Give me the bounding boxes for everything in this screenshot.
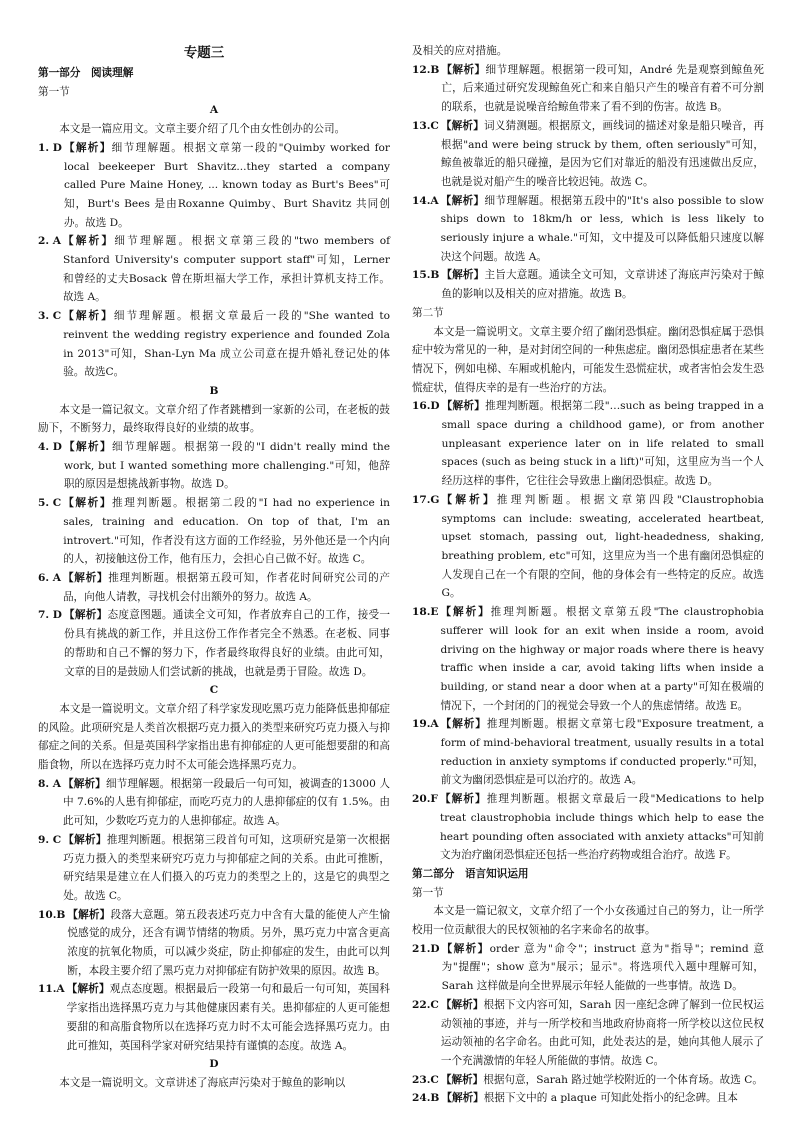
section-heading: 第一节 xyxy=(38,85,70,98)
analysis-tag: 【解析】 xyxy=(63,833,107,846)
answer-item xyxy=(412,192,764,267)
answer-number: 6. A xyxy=(38,571,61,584)
answer-item xyxy=(412,266,764,303)
part1-heading: 第一部分 阅读理解 xyxy=(38,67,134,79)
analysis-tag: 【解析】 xyxy=(63,497,113,510)
answer-number: 20.F xyxy=(412,793,438,806)
analysis-tag: 【解析】 xyxy=(440,119,484,132)
analysis-tag: 【解析】 xyxy=(63,141,112,154)
answer-item xyxy=(38,139,390,233)
page-title: 专题三 xyxy=(183,45,225,61)
answer-number: 4. D xyxy=(38,441,62,454)
analysis-tag: 【解析】 xyxy=(440,998,484,1011)
analysis-tag: 【解析】 xyxy=(439,793,487,806)
passage-letter: B xyxy=(209,384,219,397)
passage-letter: C xyxy=(209,684,219,697)
analysis-tag: 【解析】 xyxy=(62,235,115,248)
analysis-tag: 【解析】 xyxy=(441,269,485,282)
answer-number: 23.C xyxy=(412,1073,439,1086)
answer-text: 推理判断题。根据第五段可知，作者花时间研究公司的产品，向他人请教，寻找机会付出额外的努力。故选 A。 xyxy=(62,571,391,603)
answer-number: 9. C xyxy=(38,833,62,846)
answer-text: 主旨大意题。通读全文可知，文章讲述了海底声污染对于鲸鱼的影响以及相关的应对措施。故选 B。 xyxy=(441,269,765,301)
analysis-tag: 【解析】 xyxy=(441,942,490,955)
answer-item xyxy=(38,232,390,307)
analysis-tag: 【解析】 xyxy=(62,777,106,790)
answer-number: 14.A xyxy=(412,194,439,207)
answer-number: 1. D xyxy=(38,141,62,154)
passage-intro: 本文是一篇应用文。文章主要介绍了几个由女性创办的公司。 xyxy=(59,123,346,136)
analysis-tag: 【解析】 xyxy=(440,1073,484,1086)
answer-item xyxy=(412,996,764,1071)
passage-letter: D xyxy=(209,1058,219,1071)
analysis-tag: 【解析】 xyxy=(441,63,486,76)
answer-text: 细节理解题。根据第五段中的"It's also possible to slow ships down to 18km/h or less, which is less likely to seriously injure a whale."可知，文中提及可以降低船只速度以解决这个问题。故选 A。 xyxy=(440,194,765,263)
answer-text: 细节理解题。根据文章第一段的"Quimby worked for local beekeeper Burt Shavitz...they started a company called Pure Maine Honey, ... known today as Burt's Bees"可知，Burt's Bees 是由Roxanne Quimby、Burt Shavitz 共同创办。故选 D。 xyxy=(63,141,390,229)
answer-item xyxy=(412,940,764,996)
analysis-tag: 【解析】 xyxy=(441,1092,484,1105)
answer-item xyxy=(38,831,390,906)
answer-item xyxy=(412,117,764,192)
analysis-tag: 【解析】 xyxy=(63,441,112,454)
answer-item xyxy=(412,491,764,603)
answer-item xyxy=(412,715,764,790)
answer-text: 细节理解题。根据第一段的"I didn't really mind the work, but I wanted something more challenging."可知，他辞职的原因是想挑战新事物。故选 D。 xyxy=(63,441,390,491)
answer-number: 15.B xyxy=(412,269,440,282)
passage-intro: 本文是一篇记叙文，文章介绍了一个小女孩通过自己的努力，让一所学校用一位贡献很大的民权领袖的名字来命名的故事。 xyxy=(412,905,764,937)
answer-text: 推理判断题。根据文章第四段"Claustrophobia symptoms can include: sweating, accelerated heartbeat, upset stomach, passing out, light-headedness, shaking, breathing problem, etc"可知，这里应为当一个患有幽闭恐惧症的人发现自己在一个有限的空间，他的身体会有一些特定的反应。故选 G。 xyxy=(441,493,764,600)
analysis-tag: 【解析】 xyxy=(63,609,108,622)
answer-item xyxy=(412,397,764,491)
answer-text: 推理判断题。根据文章第五段"The claustrophobia sufferer will look for an exit when inside a room, avoid driving on the highway or major roads where there is heavy traffic when inside a car, avoid taking lifts when inside a building, or stand near a door when at a party"可知在极端的情况下，一个封闭的门的视觉会导致一个人的焦虑情绪。故选 E。 xyxy=(440,606,764,712)
answer-text: 细节理解题。根据文章最后一段的"She wanted to reinvent the wedding registry experience and founded Zola in 2013"可知，Shan-Lyn Ma 成立公司意在提升婚礼登记处的体验。故选C。 xyxy=(63,310,391,379)
answer-text: 推理判断题。根据第二段的"I had no experience in sales, training and education. On top of that, I'm an introvert."可知，作者没有这方面的工作经验，另外他还是一个内向的人，初接触这份工作，他有压力，会担心自己做不好。故选 C。 xyxy=(63,497,390,566)
answer-item xyxy=(412,1071,764,1090)
answer-number: 7. D xyxy=(38,609,62,622)
answer-item xyxy=(38,606,390,681)
answer-text: 观点态度题。根据最后一段第一句和最后一句可知，英国科学家指出选择黑巧克力与其他健康因素有关。患抑郁症的人更可能想要甜的和高脂食物所以在选择巧克力时不太可能会选择黑巧克力。由此可推知，英国科学家对研究结果持有谨慎的态度。故选 A。 xyxy=(66,983,391,1052)
answer-number: 22.C xyxy=(412,998,439,1011)
part2-heading: 第二部分 语言知识运用 xyxy=(412,867,529,880)
passage-intro-continued: 及相关的应对措施。 xyxy=(412,45,508,57)
analysis-tag: 【解析】 xyxy=(62,571,109,584)
answer-text: 推理判断题。根据文章最后一段"Medications to help treat claustrophobia include things which help to ease the heart pounding often associated with anxiety attacks"可知前文为治疗幽闭恐惧症还包括一些治疗药物或组合治疗。故选 F。 xyxy=(439,793,764,862)
answer-item xyxy=(412,61,764,117)
answer-number: 19.A xyxy=(412,718,439,731)
answer-text: 段落大意题。第五段表述巧克力中含有大量的能使人产生愉悦感觉的成分，还含有调节情绪的物质。另外，黑巧克力中富含更高浓度的抗氧化物质，可以减少炎症，防止抑郁症的发生，由此可以判断，本段主要介绍了黑巧克力对抑郁症有防护效果的原因。故选 B。 xyxy=(67,908,391,977)
analysis-tag: 【解析】 xyxy=(441,493,497,506)
answer-text: order 意为"命令"；instruct 意为"指导"；remind 意为"提醒"；show 意为"展示；显示"。将选项代入题中理解可知，Sarah 这样做是向全世界展示年轻人能做的一些事情。故选 D。 xyxy=(441,942,764,993)
answer-text: 态度意图题。通读全文可知，作者放弃自己的工作，接受一份具有挑战的新工作，并且这份工作作者完全不熟悉。在老板、同事的帮助和自己不懈的努力下，作者最终取得良好的业绩。由此可知，文章的目的是鼓励人们尝试新的挑战，也就是勇于冒险。故选 D。 xyxy=(63,609,391,678)
answer-text: 推理判断题。根据第二段"…such as being trapped in a small space during a childhood game), or from another unpleasant experience later on in life related to small spaces (such as being stuck in a lift)"可知，这里应为当一个人经历这样的事件，它往往会导致患上幽闭恐惧症。故选 D。 xyxy=(441,400,764,488)
analysis-tag: 【解析】 xyxy=(440,718,487,731)
answer-text: 细节理解题。根据文章第三段的"two members of Stanford University's computer support staff"可知，Lerner 和曾经的丈夫Bosack 曾在斯坦福大学工作，承担计算机支持工作。故选 A。 xyxy=(62,235,390,304)
section-heading: 第二节 xyxy=(412,306,444,319)
passage-intro: 本文是一篇记叙文。文章介绍了作者跳槽到一家新的公司，在老板的鼓励下，不断努力，最终取得良好的业绩的故事。 xyxy=(38,403,390,435)
answer-text: 细节理解题。根据第一段最后一句可知，被调查的13000 人中 7.6%的人患有抑郁症，而吃巧克力的人患抑郁症的仅有 1.5%。由此可知，少数吃巧克力的人患抑郁症。故选 A。 xyxy=(62,777,391,828)
answer-number: 2. A xyxy=(38,235,61,248)
section-heading: 第一节 xyxy=(412,886,444,899)
answer-item xyxy=(412,790,764,865)
answer-item xyxy=(38,906,390,981)
answer-number: 18.E xyxy=(412,606,439,619)
answer-item xyxy=(38,438,390,494)
answer-number: 24.B xyxy=(412,1092,440,1105)
analysis-tag: 【解析】 xyxy=(67,908,111,921)
right-column xyxy=(412,42,764,1108)
answer-item xyxy=(38,980,390,1055)
passage-intro: 本文是一篇说明文。文章主要介绍了幽闭恐惧症。幽闭恐惧症属于恐惧症中较为常见的一种，是对封闭空间的一种焦虑症。幽闭恐惧症患者在某些情况下，例如电梯、车厢或机舱内，可能发生恐慌症状，或者害怕会发生恐慌症状，值得庆幸的是有一些治疗的方法。 xyxy=(412,325,764,394)
answer-text: 词义猜测题。根据原文，画线词的描述对象是船只噪音，再根据"and were being struck by them, often seriously"可知，鲸鱼被靠近的船只碰撞，是因为它们对靠近的船没有迅速做出反应，也就是说对船产生的噪音比较迟钝。故选 C。 xyxy=(440,119,764,188)
answer-number: 8. A xyxy=(38,777,61,790)
answer-text: 根据下文中的 a plaque 可知此处指小的纪念碑。且本 xyxy=(483,1092,738,1105)
answer-item xyxy=(412,603,764,715)
left-column xyxy=(38,42,390,1093)
answer-number: 16.D xyxy=(412,400,440,413)
answer-number: 11.A xyxy=(38,983,65,996)
answer-item xyxy=(38,569,390,606)
analysis-tag: 【解析】 xyxy=(440,194,485,207)
answer-item xyxy=(38,494,390,569)
answer-item xyxy=(38,775,390,831)
analysis-tag: 【解析】 xyxy=(66,983,110,996)
analysis-tag: 【解析】 xyxy=(441,400,486,413)
answer-text: 推理判断题。根据第三段首句可知，这项研究是第一次根据巧克力摄入的类型来研究巧克力与抑郁症之间的关系。由此可推断，研究结果是建立在人们摄入的巧克力的类型之上的，这是它的典型之处。故选 C。 xyxy=(63,833,391,902)
answer-text: 根据句意，Sarah 路过她学校附近的一个体育场。故选 C。 xyxy=(483,1073,763,1086)
answer-item xyxy=(38,307,390,382)
answer-number: 3. C xyxy=(38,310,62,323)
analysis-tag: 【解析】 xyxy=(63,310,114,323)
analysis-tag: 【解析】 xyxy=(440,606,491,619)
answer-number: 5. C xyxy=(38,497,62,510)
answer-number: 10.B xyxy=(38,908,66,921)
answer-number: 21.D xyxy=(412,942,440,955)
answer-item xyxy=(412,1089,764,1108)
passage-intro: 本文是一篇说明文。文章讲述了海底声污染对于鲸鱼的影响以 xyxy=(59,1076,346,1089)
answer-number: 12.B xyxy=(412,63,440,76)
answer-number: 13.C xyxy=(412,119,439,132)
answer-text: 细节理解题。根据第一段可知，André 先是观察到鲸鱼死亡，后来通过研究发现鲸鱼死亡和来自船只产生的噪音有着不可分割的联系，也就是说噪音给鲸鱼带来了看不到的伤害。故选 B。 xyxy=(441,63,764,114)
passage-letter: A xyxy=(209,104,219,117)
answer-text: 推理判断题。根据文章第七段"Exposure treatment, a form of mind-behavioral treatment, usually results in a total reduction in anxiety symptoms if conducted properly."可知，前文为幽闭恐惧症是可以治疗的。故选 A。 xyxy=(440,718,765,787)
answer-text: 根据下文内容可知，Sarah 因一座纪念碑了解到一位民权运动领袖的事迹，并与一所学校和当地政府协商将一所学校以这位民权运动领袖的名字命名。由此可知，此处表达的是，她向其他人展示了一个充满激情的年轻人所能做的事情。故选 C。 xyxy=(440,998,764,1067)
answer-number: 17.G xyxy=(412,493,440,506)
passage-intro: 本文是一篇说明文。文章介绍了科学家发现吃黑巧克力能降低患抑郁症的风险。此项研究是人类首次根据巧克力摄入的类型来研究巧克力摄入与抑郁症之间的关系。但是英国科学家指出患有抑郁症的人更可能想要甜的和高脂食物，所以在选择巧克力时不太可能会选择黑巧克力。 xyxy=(38,702,390,772)
